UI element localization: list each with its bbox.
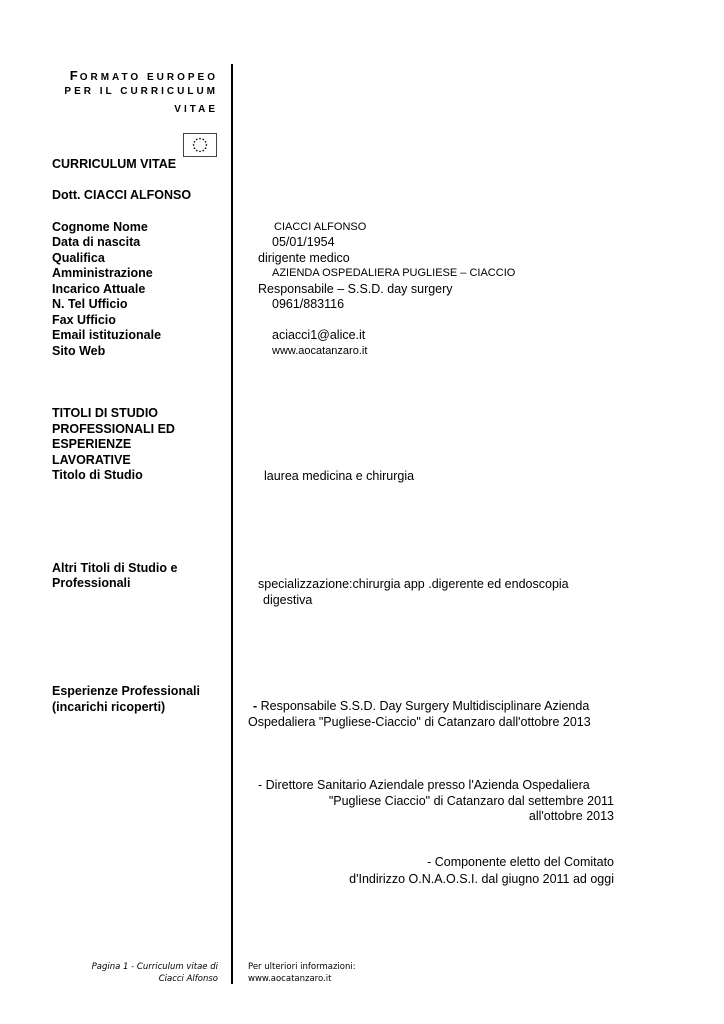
label-esperienze-2: (incarichi ricoperti)	[52, 700, 166, 714]
titoli-heading-4: LAVORATIVE	[52, 453, 131, 467]
value-altri-titoli-1: specializzazione:chirurgia app .digerente ed endoscopia	[258, 577, 569, 591]
footer-info-label: Per ulteriori informazioni:	[248, 962, 356, 972]
label-cognome-nome: Cognome Nome	[52, 220, 148, 234]
header-line-2: PER IL CURRICULUM	[64, 86, 218, 97]
cv-title: CURRICULUM VITAE	[52, 157, 177, 171]
value-amministrazione: AZIENDA OSPEDALIERA PUGLIESE – CIACCIO	[272, 267, 516, 279]
esperienza-item-3-line-2: d'Indirizzo O.N.A.O.S.I. dal giugno 2011 ad oggi	[349, 872, 614, 886]
esperienza-item-1-line-1: - Responsabile S.S.D. Day Surgery Multidisciplinare Azienda	[253, 699, 590, 713]
titoli-heading-1: TITOLI DI STUDIO	[52, 406, 159, 420]
value-tel: 0961/883116	[272, 297, 345, 311]
label-qualifica: Qualifica	[52, 251, 105, 265]
value-titolo-studio: laurea medicina e chirurgia	[264, 469, 415, 483]
value-email: aciacci1@alice.it	[272, 328, 366, 342]
value-altri-titoli-2: digestiva	[263, 593, 313, 607]
footer-page-label: Pagina 1 - Curriculum vitae di	[91, 962, 218, 972]
value-qualifica: dirigente medico	[258, 251, 350, 265]
value-sito: www.aocatanzaro.it	[272, 345, 368, 357]
esperienza-item-1-line-2: Ospedaliera "Pugliese-Ciaccio" di Catanzaro dall'ottobre 2013	[248, 715, 591, 729]
value-data-nascita: 05/01/1954	[272, 235, 335, 249]
label-tel: N. Tel Ufficio	[52, 297, 128, 311]
label-altri-titoli-2: Professionali	[52, 576, 131, 590]
esperienza-item-3-line-1: - Componente eletto del Comitato	[427, 855, 614, 869]
eu-flag-icon	[183, 133, 217, 157]
label-data-nascita: Data di nascita	[52, 235, 141, 249]
titoli-heading-2: PROFESSIONALI ED	[52, 422, 175, 436]
esperienza-item-2-line-1: - Direttore Sanitario Aziendale presso l'Azienda Ospedaliera	[258, 778, 590, 792]
label-fax: Fax Ufficio	[52, 313, 116, 327]
label-incarico: Incarico Attuale	[52, 282, 146, 296]
label-titolo-studio: Titolo di Studio	[52, 468, 143, 482]
esperienza-item-2-line-3: all'ottobre 2013	[528, 809, 614, 823]
label-amministrazione: Amministrazione	[52, 266, 153, 280]
label-esperienze-1: Esperienze Professionali	[52, 684, 200, 698]
doctor-name: Dott. CIACCI ALFONSO	[52, 188, 192, 202]
header-line-1: FORMATO EUROPEO	[69, 68, 218, 83]
value-incarico: Responsabile – S.S.D. day surgery	[258, 282, 453, 296]
footer-info-url: www.aocatanzaro.it	[248, 974, 332, 984]
column-divider	[231, 64, 233, 984]
header-line-3: VITAE	[174, 104, 218, 115]
label-sito: Sito Web	[52, 344, 106, 358]
label-email: Email istituzionale	[52, 328, 162, 342]
esperienza-item-2-line-2: "Pugliese Ciaccio" di Catanzaro dal settembre 2011	[328, 794, 614, 808]
value-cognome-nome: CIACCI ALFONSO	[274, 221, 367, 233]
label-altri-titoli-1: Altri Titoli di Studio e	[52, 561, 178, 575]
footer-page-name: Ciacci Alfonso	[158, 974, 218, 984]
titoli-heading-3: ESPERIENZE	[52, 437, 132, 451]
